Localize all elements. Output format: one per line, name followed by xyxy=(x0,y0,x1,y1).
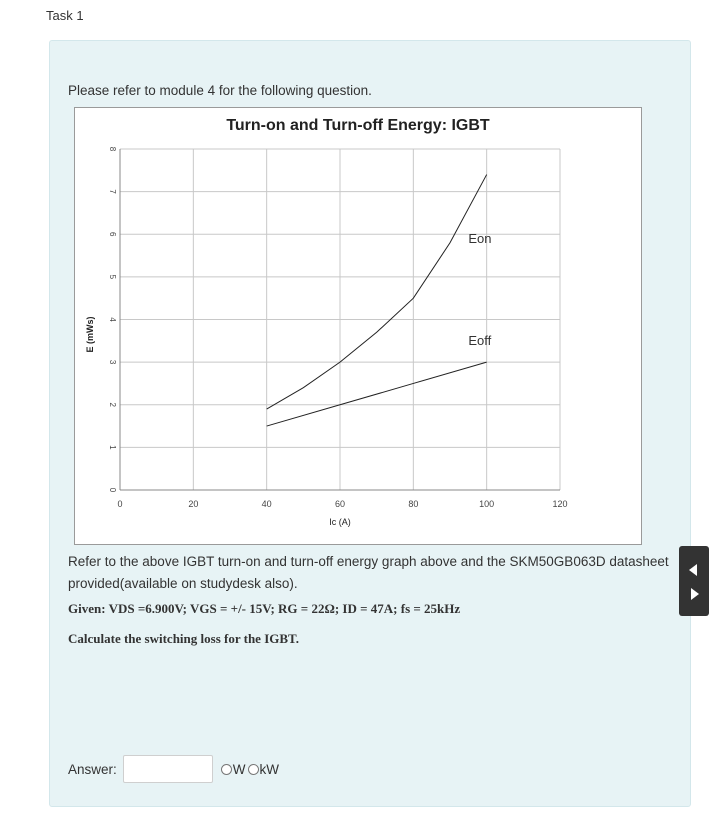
y-tick-label: 6 xyxy=(107,232,117,237)
x-tick-label: 20 xyxy=(188,499,199,509)
unit-label-w: W xyxy=(232,761,246,777)
given-values: Given: VDS =6.900V; VGS = +/- 15V; RG = 22Ω; ID = 47A; fs = 25kHz xyxy=(68,601,461,616)
y-tick-label: 2 xyxy=(107,402,117,407)
side-nav-block[interactable] xyxy=(679,546,709,616)
x-axis-label: Ic (A) xyxy=(329,517,351,527)
unit-radio-kw[interactable] xyxy=(248,764,259,775)
annotation-eon: Eon xyxy=(468,230,492,246)
x-tick-label: 80 xyxy=(408,499,419,509)
intro-text: Please refer to module 4 for the following question. xyxy=(68,83,372,98)
series-line-eon xyxy=(267,175,487,409)
y-tick-label: 1 xyxy=(107,445,117,450)
y-axis-label: E (mWs) xyxy=(85,316,95,353)
y-tick-label: 0 xyxy=(107,487,117,493)
chart-title: Turn-on and Turn-off Energy: IGBT xyxy=(226,117,490,134)
x-tick-label: 100 xyxy=(479,499,495,509)
y-tick-label: 4 xyxy=(107,317,117,322)
unit-radio-w[interactable] xyxy=(221,764,232,775)
x-tick-label: 40 xyxy=(261,499,272,509)
x-tick-label: 120 xyxy=(552,499,568,509)
question-body: Refer to the above IGBT turn-on and turn-off energy graph above and the SKM50GB063D datasheet provided(available on studydesk also). xyxy=(68,554,669,591)
question-title: Task 1 xyxy=(46,8,84,23)
unit-label-kw: kW xyxy=(259,761,280,777)
unit-options xyxy=(221,762,279,777)
x-tick-label: 0 xyxy=(117,499,123,509)
annotation-eoff: Eoff xyxy=(468,333,492,349)
question-panel xyxy=(49,40,691,807)
answer-label: Answer: xyxy=(68,761,117,777)
answer-row xyxy=(68,753,279,785)
arrow-left-icon[interactable] xyxy=(689,564,697,576)
answer-input[interactable] xyxy=(123,755,213,783)
chart-container xyxy=(74,107,642,545)
y-tick-label: 8 xyxy=(107,146,117,152)
y-tick-label: 3 xyxy=(107,359,117,365)
calculate-instruction: Calculate the switching loss for the IGBT. xyxy=(68,631,299,646)
y-tick-label: 7 xyxy=(107,189,117,194)
series-line-eoff xyxy=(267,362,487,426)
energy-chart xyxy=(75,108,641,544)
arrow-right-icon[interactable] xyxy=(691,588,699,600)
x-tick-label: 60 xyxy=(334,499,346,509)
y-tick-label: 5 xyxy=(107,274,117,280)
